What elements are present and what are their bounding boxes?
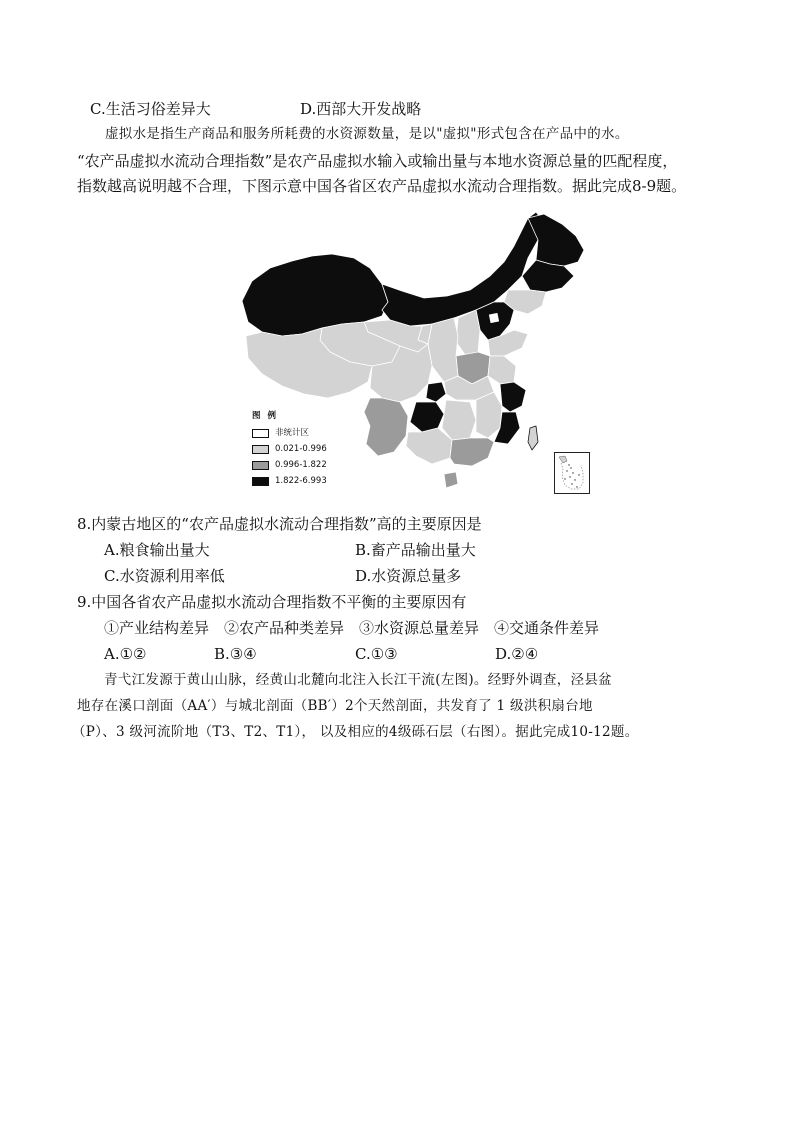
region-guizhou xyxy=(410,402,444,432)
question-9-stem: 9.中国各省农产品虚拟水流动合理指数不平衡的主要原因有 xyxy=(77,593,467,611)
legend-label: 非统计区 xyxy=(275,428,310,438)
intro-line-3: 指数越高说明越不合理，下图示意中国各省区农产品虚拟水流动合理指数。据此完成8-9题。 xyxy=(77,177,687,195)
legend-item-3 xyxy=(252,457,327,473)
intro-line-2: “农产品虚拟水流动合理指数”是农产品虚拟水输入或输出量与本地水资源总量的匹配程度， xyxy=(77,152,678,170)
legend-item-1 xyxy=(252,425,327,441)
region-guangxi xyxy=(406,428,452,464)
region-taiwan xyxy=(528,426,538,450)
intro-line-1: 虚拟水是指生产商品和服务所耗费的水资源数量，是以"虚拟"形式包含在产品中的水。 xyxy=(105,126,629,142)
inset-map xyxy=(555,453,589,493)
china-map-figure xyxy=(232,206,592,500)
south-china-sea-inset xyxy=(554,452,590,494)
q9-option-c: C.①③ xyxy=(355,645,398,663)
q8-option-d: D.水资源总量多 xyxy=(355,567,462,585)
intro2-line-3: （P）、3 级河流阶地（T3、T2、T1）， 以及相应的4级砾石层（右图）。据此完成10-12题。 xyxy=(72,724,639,740)
region-shanxi xyxy=(456,310,480,356)
option-c-prev: C.生活习俗差异大 xyxy=(90,100,211,118)
intro2-line-1: 青弋江发源于黄山山脉，经黄山北麓向北注入长江干流(左图)。经野外调查，泾县盆 xyxy=(104,672,612,688)
q9-option-d: D.②④ xyxy=(495,645,539,663)
region-zhejiang xyxy=(500,382,526,412)
q9-option-b: B.③④ xyxy=(214,645,257,663)
q9-option-a: A.①② xyxy=(104,645,147,663)
q8-option-c: C.水资源利用率低 xyxy=(104,567,225,585)
legend-swatch xyxy=(252,429,269,438)
intro2-line-2: 地存在溪口剖面（AA′）与城北剖面（BB′）2个天然剖面，共发育了 1 级洪积扇台地 xyxy=(77,698,593,714)
legend-item-2 xyxy=(252,441,327,457)
legend-label: 0.021-0.996 xyxy=(275,444,327,454)
legend-swatch xyxy=(252,477,269,486)
legend-swatch xyxy=(252,445,269,454)
region-shaanxi xyxy=(428,318,458,382)
region-guangdong xyxy=(450,438,494,466)
option-d-prev: D.西部大开发战略 xyxy=(300,100,422,118)
q8-option-a: A.粮食输出量大 xyxy=(104,541,210,559)
region-yunnan xyxy=(364,398,408,456)
q8-option-b: B.畜产品输出量大 xyxy=(355,541,476,559)
region-hunan xyxy=(442,400,476,440)
question-8-stem: 8.内蒙古地区的“农产品虚拟水流动合理指数”高的主要原因是 xyxy=(77,515,482,533)
region-chongqing xyxy=(426,382,446,402)
region-beijing xyxy=(488,312,500,324)
legend-title: 图 例 xyxy=(252,411,278,421)
region-jiangxi xyxy=(476,392,502,438)
region-hainan xyxy=(444,472,458,488)
region-jiangsu xyxy=(488,356,516,384)
legend-item-4 xyxy=(252,473,327,489)
legend-swatch xyxy=(252,461,269,470)
legend-label: 0.996-1.822 xyxy=(275,460,327,470)
map-legend xyxy=(252,409,327,489)
legend-label: 1.822-6.993 xyxy=(275,476,327,486)
q9-items: ①产业结构差异 ②农产品种类差异 ③水资源总量差异 ④交通条件差异 xyxy=(104,619,600,637)
